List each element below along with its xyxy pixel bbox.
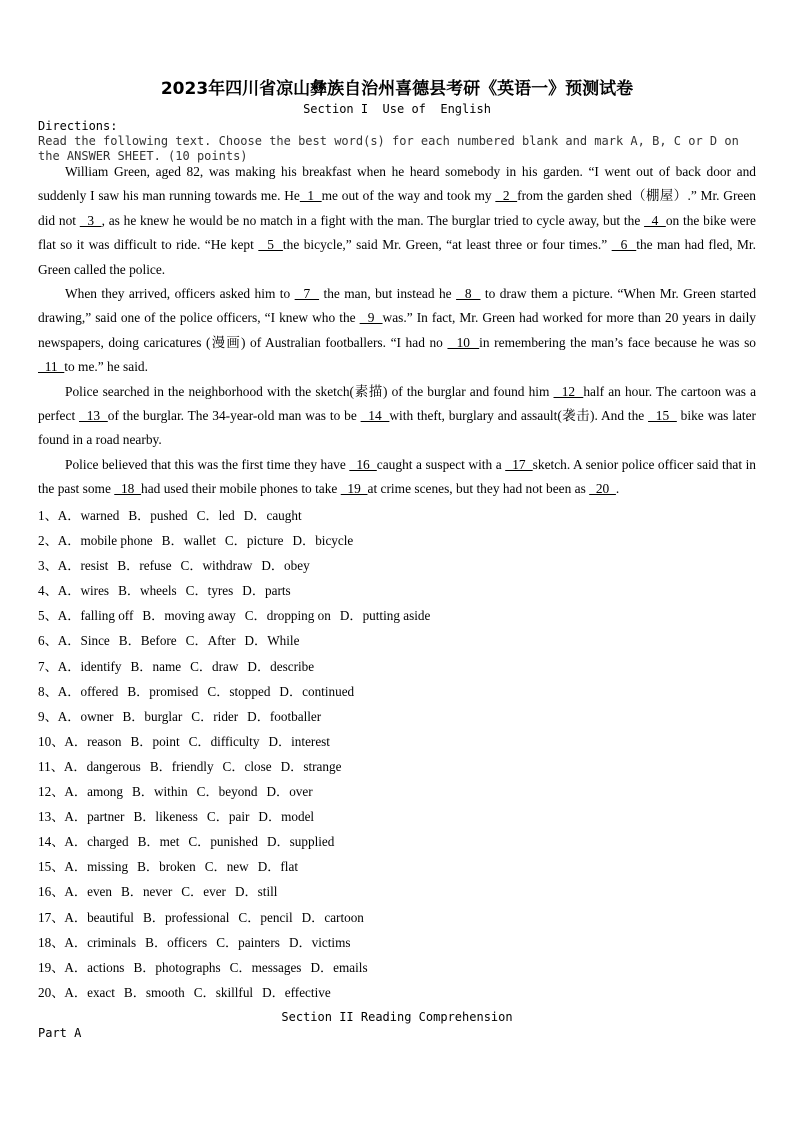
- question-row: [38, 729, 430, 754]
- answer-options-list: [38, 503, 430, 1005]
- answer-blank: 16: [349, 456, 377, 472]
- answer-option: B．point: [130, 733, 180, 749]
- question-row: [38, 930, 430, 955]
- question-number: 8、: [38, 683, 58, 699]
- answer-blank: 9: [359, 310, 383, 326]
- question-number: 17、: [38, 909, 65, 925]
- answer-option: A．among: [64, 784, 123, 800]
- question-row: [38, 854, 430, 879]
- answer-option: C．led: [196, 508, 235, 523]
- passage-text: , as he knew he would be no match in a fight with the man. The burglar tried to cycle away, but the: [101, 212, 645, 228]
- answer-option: D．victims: [288, 934, 351, 950]
- answer-blank: 7: [294, 286, 320, 302]
- section-heading-reading-comprehension: Section II Reading Comprehension: [281, 1010, 513, 1024]
- answer-option: A．mobile phone: [57, 533, 153, 549]
- answer-option: A．resist: [57, 558, 109, 574]
- question-number: 9、: [38, 708, 58, 724]
- question-number: 18、: [38, 934, 65, 950]
- answer-option: B．smooth: [123, 984, 185, 1000]
- answer-option: B．professional: [142, 909, 230, 925]
- answer-option: C．withdraw: [180, 558, 253, 574]
- answer-option: D．continued: [279, 683, 355, 699]
- answer-blank: 12: [553, 383, 584, 399]
- answer-option: D．emails: [310, 959, 368, 975]
- directions-text: Read the following text. Choose the best word(s) for each numbered blank and mark A, B, C or D on the ANSWER SHEET. (10 points): [38, 134, 739, 163]
- answer-option: D．effective: [262, 984, 331, 1000]
- answer-option: B．photographs: [133, 959, 221, 975]
- question-number: 4、: [38, 583, 58, 599]
- answer-option: C．messages: [229, 959, 302, 975]
- question-number: 14、: [38, 834, 65, 850]
- question-row: [38, 905, 430, 930]
- answer-option: C．new: [204, 859, 249, 875]
- passage-text: bike was later found in a road nearby.: [38, 408, 757, 448]
- answer-blank: 1: [299, 188, 322, 204]
- passage-text: of the burglar. The 34-year-old man was to be: [107, 408, 361, 424]
- question-number: 3、: [38, 558, 58, 574]
- answer-option: A．missing: [64, 859, 129, 875]
- answer-option: A．reason: [64, 733, 122, 749]
- answer-blank: 19: [340, 481, 368, 497]
- answer-option: A．actions: [64, 959, 125, 975]
- answer-option: B．wallet: [161, 533, 216, 549]
- part-a-label: Part A: [38, 1026, 82, 1040]
- answer-option: D．parts: [242, 583, 291, 599]
- answer-option: D．describe: [247, 658, 315, 674]
- question-row: [38, 879, 430, 904]
- answer-option: B．burglar: [122, 708, 183, 724]
- answer-option: C．ever: [181, 884, 226, 900]
- answer-option: B．friendly: [149, 758, 214, 774]
- question-row: [38, 528, 430, 553]
- directions-label: Directions:: [38, 119, 118, 133]
- answer-option: C．After: [185, 633, 236, 649]
- passage-text: caught a suspect with a: [376, 456, 506, 472]
- answer-option: D．footballer: [247, 708, 322, 724]
- answer-option: A．owner: [57, 708, 114, 724]
- question-number: 1、: [38, 508, 58, 523]
- answer-option: C．beyond: [196, 784, 258, 800]
- answer-option: D．supplied: [266, 834, 335, 850]
- question-row: [38, 628, 430, 653]
- answer-option: D．flat: [257, 859, 298, 875]
- answer-blank: 4: [644, 212, 666, 228]
- question-row: [38, 578, 430, 603]
- passage-text: in remembering the man’s face because he was so: [479, 334, 756, 350]
- passage-text: Police believed that this was the first time they have: [65, 456, 350, 472]
- answer-option: B．refuse: [117, 558, 172, 574]
- passage-text: at crime scenes, but they had not been as: [367, 481, 590, 497]
- answer-option: D．cartoon: [301, 909, 364, 925]
- passage-paragraph: [38, 453, 756, 502]
- passage-text: on the bike were flat so it was difficult to ride. “He kept: [38, 212, 756, 253]
- passage-text: the man had fled, Mr. Green called the police.: [38, 237, 756, 277]
- answer-blank: 10: [447, 334, 480, 350]
- answer-option: D．putting aside: [339, 608, 431, 624]
- question-number: 10、: [38, 733, 65, 749]
- answer-option: A．identify: [57, 658, 122, 674]
- question-row: [38, 779, 430, 804]
- answer-option: C．stopped: [207, 683, 271, 699]
- answer-option: A．Since: [57, 633, 110, 649]
- answer-option: A．partner: [64, 809, 125, 825]
- passage-text: with theft, burglary and assault(袭击). And the: [389, 408, 649, 424]
- answer-option: C．draw: [190, 658, 239, 674]
- answer-option: A．exact: [64, 984, 115, 1000]
- cloze-passage: [38, 160, 756, 502]
- passage-text: sketch. A senior police officer said that in the past some: [38, 456, 756, 497]
- question-row: [38, 980, 430, 1005]
- passage-text: When they arrived, officers asked him to: [65, 286, 295, 302]
- answer-option: B．broken: [137, 859, 196, 875]
- question-number: 20、: [38, 984, 65, 1000]
- answer-blank: 14: [360, 408, 390, 424]
- answer-option: D．still: [234, 884, 278, 900]
- answer-blank: 13: [79, 408, 108, 424]
- answer-option: A．criminals: [64, 934, 137, 950]
- answer-option: B．Before: [118, 633, 177, 649]
- question-number: 11、: [38, 758, 64, 774]
- answer-option: A．warned: [57, 508, 120, 523]
- question-row: [38, 679, 430, 704]
- passage-text: the bicycle,” said Mr. Green, “at least three or four times.”: [282, 237, 612, 253]
- answer-blank: 5: [258, 237, 283, 253]
- answer-option: D．obey: [261, 558, 310, 574]
- question-row: [38, 754, 430, 779]
- passage-text: half an hour. The cartoon was a perfect: [38, 383, 757, 424]
- answer-option: A．even: [64, 884, 112, 900]
- answer-blank: 15: [648, 408, 677, 424]
- answer-option: D．strange: [280, 758, 342, 774]
- answer-option: D．caught: [243, 508, 302, 523]
- answer-option: B．wheels: [118, 583, 177, 599]
- question-number: 15、: [38, 859, 65, 875]
- answer-option: B．name: [130, 658, 182, 674]
- answer-option: A．charged: [64, 834, 129, 850]
- passage-text: from the garden shed（棚屋）.” Mr. Green did not: [38, 188, 756, 228]
- answer-option: B．pushed: [128, 508, 188, 523]
- answer-option: C．punished: [188, 834, 258, 850]
- answer-option: C．tyres: [185, 583, 234, 599]
- passage-text: to me.” he said.: [64, 359, 148, 375]
- question-row: [38, 553, 430, 578]
- answer-blank: 8: [456, 286, 481, 302]
- passage-paragraph: [38, 282, 756, 380]
- answer-option: C．picture: [224, 533, 284, 549]
- passage-text: had used their mobile phones to take: [141, 481, 341, 497]
- question-number: 5、: [38, 608, 58, 624]
- answer-option: C．painters: [216, 934, 280, 950]
- answer-blank: 18: [114, 481, 142, 497]
- answer-option: C．skillful: [193, 984, 254, 1000]
- question-row: [38, 603, 430, 628]
- question-row: [38, 503, 430, 528]
- answer-option: C．rider: [191, 708, 239, 724]
- passage-text: me out of the way and took my: [321, 188, 496, 204]
- answer-option: A．dangerous: [63, 758, 141, 774]
- passage-paragraph: [38, 160, 756, 282]
- answer-option: D．While: [244, 633, 300, 649]
- question-number: 7、: [38, 658, 58, 674]
- exam-title: 2023年四川省凉山彝族自治州喜德县考研《英语一》预测试卷: [160, 79, 634, 99]
- question-number: 16、: [38, 884, 65, 900]
- answer-option: D．model: [258, 809, 315, 825]
- answer-option: B．officers: [145, 934, 208, 950]
- answer-option: B．likeness: [133, 809, 198, 825]
- answer-option: B．within: [131, 784, 188, 800]
- answer-option: D．bicycle: [292, 533, 354, 549]
- answer-option: A．falling off: [57, 608, 134, 624]
- section-heading-use-of-english: Section I Use of English: [303, 102, 491, 116]
- answer-blank: 6: [611, 237, 637, 253]
- passage-text: to draw them a picture. “When Mr. Green started drawing,” said one of the police officers, “I knew who the: [38, 286, 757, 326]
- passage-text: .: [615, 481, 620, 497]
- question-number: 6、: [38, 633, 58, 649]
- answer-option: A．offered: [57, 683, 119, 699]
- answer-option: C．close: [222, 758, 272, 774]
- question-row: [38, 654, 430, 679]
- answer-option: B．never: [120, 884, 173, 900]
- passage-text: William Green, aged 82, was making his breakfast when he heard somebody in his garden. “I went out of back door and suddenly I saw his man running towards me. He: [38, 164, 756, 204]
- answer-option: A．wires: [57, 583, 110, 599]
- question-number: 19、: [38, 959, 65, 975]
- answer-option: C．pencil: [238, 909, 293, 925]
- answer-blank: 20: [589, 481, 616, 497]
- question-row: [38, 804, 430, 829]
- answer-option: B．promised: [127, 683, 199, 699]
- question-row: [38, 955, 430, 980]
- answer-blank: 3: [79, 212, 102, 228]
- answer-blank: 2: [495, 188, 518, 204]
- question-number: 12、: [38, 784, 65, 800]
- passage-text: Police searched in the neighborhood with the sketch(素描) of the burglar and found him: [65, 383, 554, 399]
- question-number: 13、: [38, 809, 65, 825]
- answer-option: C．difficulty: [188, 733, 260, 749]
- answer-option: B．moving away: [142, 608, 236, 624]
- answer-option: D．interest: [268, 733, 330, 749]
- answer-blank: 11: [38, 359, 65, 375]
- passage-text: the man, but instead he: [319, 286, 457, 302]
- passage-text: was.” In fact, Mr. Green had worked for more than 20 years in daily newspapers, doing caricatures (漫画) of Australian footballers. “I had no: [38, 310, 756, 350]
- answer-option: C．dropping on: [244, 608, 331, 624]
- passage-paragraph: [38, 380, 756, 453]
- question-row: [38, 829, 430, 854]
- answer-option: D．over: [266, 784, 313, 800]
- question-number: 2、: [38, 533, 58, 549]
- answer-option: C．pair: [206, 809, 250, 825]
- answer-option: B．met: [137, 834, 180, 850]
- answer-option: A．beautiful: [64, 909, 134, 925]
- answer-blank: 17: [505, 456, 533, 472]
- question-row: [38, 704, 430, 729]
